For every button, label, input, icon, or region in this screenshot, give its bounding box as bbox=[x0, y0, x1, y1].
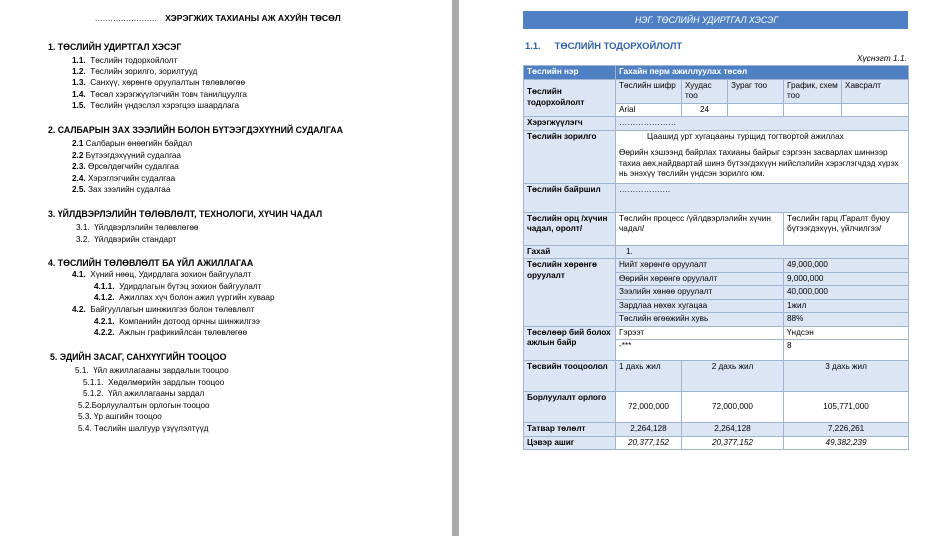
cell: 24 bbox=[682, 103, 728, 117]
toc-item: 5.1.2. Үйл ажиллагааны зардал bbox=[83, 389, 205, 398]
investment-amount: 9,000,000 bbox=[784, 272, 909, 286]
cell: График, схем тоо bbox=[784, 79, 842, 103]
toc-section-5: 5. ЭДИЙН ЗАСАГ, САНХҮҮГИЙН ТООЦОО bbox=[50, 352, 227, 362]
toc-item: 5.4. Төслийн шалгуур үзүүлэлтүүд bbox=[78, 424, 209, 433]
project-definition-table bbox=[523, 65, 909, 450]
investment-item: Өөрийн хөрөнгө оруулалт bbox=[616, 272, 784, 286]
toc-section-1: 1. ТӨСЛИЙН УДИРТГАЛ ХЭСЭГ bbox=[48, 42, 182, 52]
toc-title bbox=[95, 13, 341, 23]
cell: Arial bbox=[616, 103, 682, 117]
table-row bbox=[524, 326, 909, 340]
jobs-permanent-value: 8 bbox=[784, 340, 909, 361]
sales-label: Борлуулалт орлого bbox=[524, 392, 616, 423]
toc-title-text: ХЭРЭГЖИХ ТАХИАНЫ АЖ АХУЙН ТӨСӨЛ bbox=[165, 13, 341, 23]
toc-title-dots: ........................ bbox=[95, 13, 158, 23]
toc-section-2: 2. САЛБАРЫН ЗАХ ЗЭЭЛИЙН БОЛОН БҮТЭЭГДЭХҮҮНИЙ СУДАЛГАА bbox=[48, 125, 343, 135]
toc-item: 3.2. Үйлдвэрийн стандарт bbox=[76, 235, 177, 244]
tax-value: 2,264,128 bbox=[682, 423, 784, 437]
pig-label: Гахай bbox=[524, 245, 616, 259]
cell bbox=[842, 103, 909, 117]
toc-item: 4.1. Хүний нөөц, Удирдлага зохион байгуулалт bbox=[72, 270, 252, 279]
implementer-label: Хэрэгжүүлэгч bbox=[524, 117, 616, 131]
implementer-value: ………………… bbox=[616, 117, 909, 131]
section-heading-text: ТӨСЛИЙН ТОДОРХОЙЛОЛТ bbox=[554, 40, 683, 51]
toc-item: 5.1. Үйл ажиллагааны зардалын тооцоо bbox=[75, 366, 229, 375]
year-header: 3 дахь жил bbox=[784, 361, 909, 392]
jobs-contract-value: -*** bbox=[616, 340, 784, 361]
toc-item: 1.4. Төсөл хэрэгжүүлэгчийн товч танилцуулга bbox=[72, 90, 247, 99]
pig-value: 1. bbox=[616, 245, 909, 259]
investment-item: Зардлаа нөхөх хугацаа bbox=[616, 299, 784, 313]
toc-item: 4.1.2. Ажиллах хүч болон ажил үүргийн хуваар bbox=[94, 293, 275, 302]
net-profit-label: Цэвэр ашиг bbox=[524, 436, 616, 450]
toc-item: 2.1 Салбарын өнөөгийн байдал bbox=[72, 139, 193, 148]
table-row bbox=[524, 423, 909, 437]
budget-label: Төсвийн тооцоолол bbox=[524, 361, 616, 392]
table-row bbox=[524, 436, 909, 450]
table-row bbox=[524, 259, 909, 273]
location-label: Төслийн байршил bbox=[524, 183, 616, 212]
project-name-value: Гахайн перм ажиллуулах төсөл bbox=[616, 66, 909, 80]
table-row bbox=[524, 66, 909, 80]
section-heading bbox=[525, 40, 682, 51]
definition-page bbox=[459, 0, 931, 536]
toc-item: 5.2.Борлуулалтын орлогын тооцоо bbox=[78, 401, 210, 410]
toc-item: 1.3. Санхүү, хөрөнгө оруулалтын төлөвлөгөө bbox=[72, 78, 246, 87]
location-value: …………….… bbox=[616, 183, 909, 212]
table-row bbox=[524, 392, 909, 423]
toc-item: 2.4. Хэрэглэгчийн судалгаа bbox=[72, 174, 176, 183]
definition-label: Төслийн тодорхойлолт bbox=[524, 79, 616, 117]
investment-amount: 1жил bbox=[784, 299, 909, 313]
cell bbox=[784, 103, 842, 117]
toc-section-4: 4. ТӨСЛИЙН ТӨЛӨВЛӨЛТ БА ҮЙЛ АЖИЛЛАГАА bbox=[48, 258, 254, 268]
toc-item: 4.1.1. Удирдлагын бүтэц зохион байгуулалт bbox=[94, 282, 262, 291]
capacity-label: Төслийн орц /хүчин чадал, оролт/ bbox=[524, 212, 616, 245]
investment-amount: 88% bbox=[784, 313, 909, 327]
year-header: 2 дахь жил bbox=[682, 361, 784, 392]
year-header: 1 дахь жил bbox=[616, 361, 682, 392]
investment-item: Зээлийн хөнөө оруулалт bbox=[616, 286, 784, 300]
goal-paragraph: Цаашид урт хугацааны турщид тогтвортой ажиллах bbox=[647, 131, 844, 141]
net-profit-value: 20,377,152 bbox=[682, 436, 784, 450]
jobs-label: Төсөлөөр бий болох ажлын байр bbox=[524, 326, 616, 361]
table-row bbox=[524, 245, 909, 259]
net-profit-value: 49,382,239 bbox=[784, 436, 909, 450]
investment-amount: 49,000,000 bbox=[784, 259, 909, 273]
table-row bbox=[524, 183, 909, 212]
table-row bbox=[524, 79, 909, 103]
cell: Хавсралт bbox=[842, 79, 909, 103]
project-name-label: Төслийн нэр bbox=[524, 66, 616, 80]
sales-value: 105,771,000 bbox=[784, 392, 909, 423]
table-caption: Хүснэгт 1.1. bbox=[856, 53, 907, 63]
cell: Зураг тоо bbox=[728, 79, 784, 103]
section-heading-number: 1.1. bbox=[525, 40, 541, 51]
sales-value: 72,000,000 bbox=[616, 392, 682, 423]
goal-value bbox=[616, 130, 909, 183]
toc-item: 2.3. Өрсөлдөгчийн судалгаа bbox=[72, 162, 179, 171]
net-profit-value: 20,377,152 bbox=[616, 436, 682, 450]
capacity-process: Төслийн процесс /үйлдвэрлэлийн хүчин чадал/ bbox=[616, 212, 784, 245]
chapter-banner: НЭГ. ТӨСЛИЙН УДИРТГАЛ ХЭСЭГ bbox=[523, 11, 908, 29]
toc-item: 2.5. Зах зээлийн судалгаа bbox=[72, 185, 171, 194]
tax-label: Татвар төлөлт bbox=[524, 423, 616, 437]
toc-item: 4.2.1. Компанийн дотоод орчны шинжилгээ bbox=[94, 317, 260, 326]
sales-value: 72,000,000 bbox=[682, 392, 784, 423]
toc-item: 1.5. Төслийн үндэслэл хэрэгцээ шаардлага bbox=[72, 101, 240, 110]
toc-item: 4.2.2. Ажлын графикийлсан төлөвлөгөө bbox=[94, 328, 248, 337]
toc-item: 1.1. Төслийн тодорхойлолт bbox=[72, 56, 178, 65]
tax-value: 2,264,128 bbox=[616, 423, 682, 437]
jobs-permanent-label: Үндсэн bbox=[784, 326, 909, 340]
toc-item: 5.1.1. Хөдөлмөрийн зардлын тооцоо bbox=[83, 378, 225, 387]
table-row bbox=[524, 212, 909, 245]
goal-paragraph: Өөрийн хэшээнд байрлах тахианы байрыг сэргээн засварлах шиннээр тахиа аөх,найдвартай шинэ бүтээгдэхүүн нийслэлийн хэрэглэгчдэд хүрэх нь энэхүү төслийн үндсэн зорилго юм. bbox=[619, 148, 899, 178]
toc-item: 1.2. Төслийн зорилго, зорилтууд bbox=[72, 67, 198, 76]
toc-item: 4.2. Байгууллагын шинжилгээ болон төлөвлөлт bbox=[72, 305, 255, 314]
investment-label: Төслийн хөрөнгө оруулалт bbox=[524, 259, 616, 327]
cell: Хуудас тоо bbox=[682, 79, 728, 103]
jobs-contract-label: Гэрээт bbox=[616, 326, 784, 340]
investment-item: Нийт хөрөнгө оруулалт bbox=[616, 259, 784, 273]
toc-item: 3.1. Үйлдвэрлэлийн төлөвлөгөө bbox=[76, 223, 199, 232]
toc-page bbox=[0, 0, 452, 536]
tax-value: 7,226,261 bbox=[784, 423, 909, 437]
toc-item: 5.3. Үр ашгийн тооцоо bbox=[78, 412, 162, 421]
cell: Төслийн шифр bbox=[616, 79, 682, 103]
table-row bbox=[524, 361, 909, 392]
cell bbox=[728, 103, 784, 117]
toc-item: 2.2 Бүтээгдэхүүний судалгаа bbox=[72, 151, 181, 160]
table-row bbox=[524, 117, 909, 131]
investment-amount: 40,000,000 bbox=[784, 286, 909, 300]
table-row bbox=[524, 130, 909, 183]
goal-label: Төслийн зорилго bbox=[524, 130, 616, 183]
investment-item: Төслийн өгөөжийн хувь bbox=[616, 313, 784, 327]
capacity-output: Төслийн гарц /Гаралт буюу бүтээгдэхүүн, үйлчилгээ/ bbox=[784, 212, 909, 245]
toc-section-3: 3. ҮЙЛДВЭРЛЭЛИЙН ТӨЛӨВЛӨЛТ, ТЕХНОЛОГИ, ХҮЧИН ЧАДАЛ bbox=[48, 209, 323, 219]
